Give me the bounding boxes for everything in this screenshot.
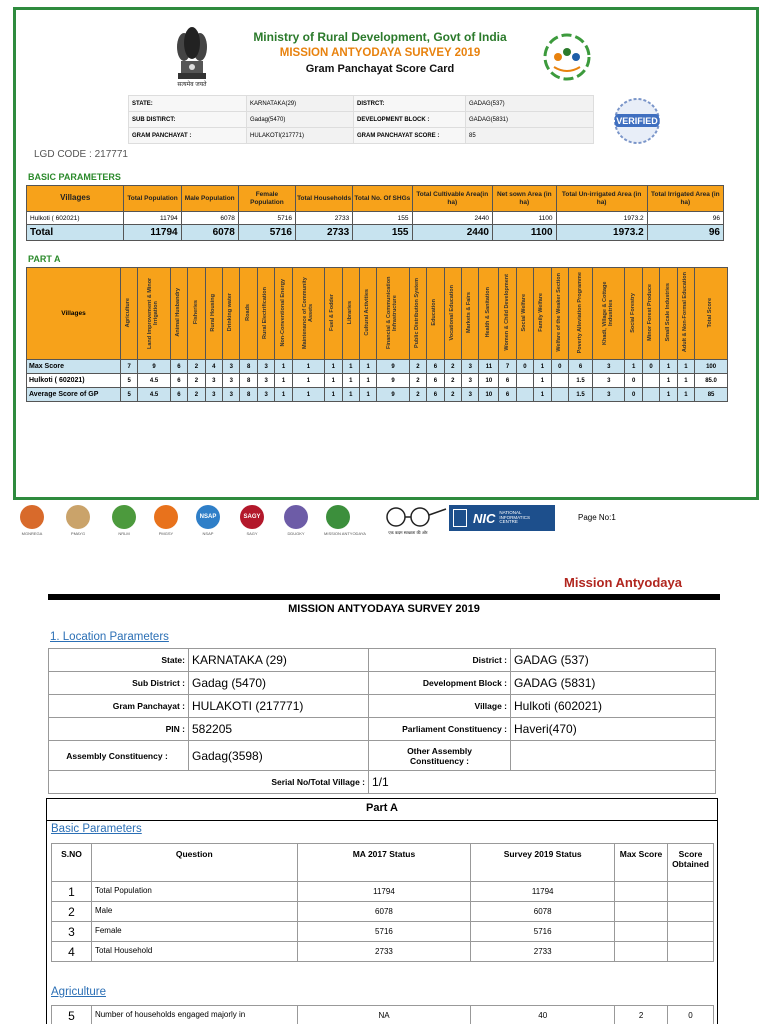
- verified-label: VERIFIED: [616, 116, 658, 126]
- table-cell: 1: [342, 374, 359, 388]
- table-cell: 6: [499, 374, 516, 388]
- table-cell: 1: [325, 360, 342, 374]
- table-cell: [516, 374, 533, 388]
- agriculture-subtitle: Agriculture: [51, 986, 106, 998]
- column-header: Total Population: [124, 186, 181, 212]
- table-cell: 11794: [297, 882, 471, 902]
- column-header: Education: [427, 268, 444, 360]
- table-cell: Number of households engaged majorly in: [91, 1006, 297, 1024]
- scheme-logo: [324, 505, 366, 541]
- table-cell: 2: [615, 1006, 668, 1024]
- table-cell: 1: [660, 360, 677, 374]
- table-cell: 2733: [297, 942, 471, 962]
- column-header: Fisheries: [188, 268, 205, 360]
- scheme-logo-caption: SAGY: [246, 531, 258, 536]
- scheme-logo-icon: NSAP: [196, 505, 220, 529]
- table-cell: 1: [359, 360, 376, 374]
- table-row: PIN : 582205 Parliament Constituency : Haveri(470): [49, 718, 716, 741]
- scheme-logo-caption: MGNREGA: [21, 531, 43, 536]
- table-cell: 3: [593, 388, 625, 402]
- table-cell: 1: [359, 388, 376, 402]
- table-cell: 1100: [493, 225, 557, 241]
- table-cell: 0: [551, 360, 568, 374]
- table-cell: 2: [444, 360, 461, 374]
- table-cell: 10: [479, 374, 499, 388]
- scheme-logo-icon: [154, 505, 178, 529]
- table-cell: 0: [625, 374, 642, 388]
- column-header: Women & Child Development: [499, 268, 516, 360]
- table-cell: 0: [516, 360, 533, 374]
- table-cell: 11: [479, 360, 499, 374]
- table-cell: 85: [695, 388, 728, 402]
- column-header: Total Households: [296, 186, 353, 212]
- table-cell: [667, 882, 713, 902]
- table-cell: 9: [377, 388, 409, 402]
- scheme-logo-caption: NRLM: [118, 531, 130, 536]
- table-row: State: KARNATAKA (29) District : GADAG (537): [49, 649, 716, 672]
- table-cell: 2: [188, 374, 205, 388]
- column-header: Male Population: [181, 186, 238, 212]
- table-header-row: [52, 844, 714, 882]
- table-cell: 6078: [181, 212, 238, 225]
- table-cell: 1: [677, 360, 694, 374]
- swachh-caption: एक कदम स्वच्छता की ओर: [388, 530, 428, 535]
- table-row: STATE: KARNATAKA(29) DISTRCT: GADAG(537): [129, 96, 594, 112]
- table-cell: 10: [479, 388, 499, 402]
- table-cell: 3: [257, 388, 274, 402]
- table-cell: 155: [353, 212, 412, 225]
- table-cell: [615, 922, 668, 942]
- table-cell: 100: [695, 360, 728, 374]
- table-cell: 2440: [412, 212, 493, 225]
- table-row: SUB DISTIRCT: Gadag(5470) DEVELOPMENT BLOCK : GADAG(5831): [129, 112, 594, 128]
- table-cell: 8: [240, 388, 257, 402]
- column-header: Score Obtained: [667, 844, 713, 882]
- table-cell: 40: [471, 1006, 615, 1024]
- mission-antyodaya-brand: Mission Antyodaya: [564, 575, 682, 590]
- column-header: MA 2017 Status: [297, 844, 471, 882]
- table-cell: 1: [534, 374, 551, 388]
- page-number: Page No:1: [578, 513, 616, 522]
- table-cell: 1: [275, 388, 292, 402]
- table-cell: 0: [668, 1006, 714, 1024]
- table-row: [27, 388, 728, 402]
- table-cell: [667, 922, 713, 942]
- scheme-logo-icon: [112, 505, 136, 529]
- table-row: [27, 360, 728, 374]
- table-cell: 1: [677, 388, 694, 402]
- table-cell: 1: [534, 388, 551, 402]
- column-header: Non-Conventional Energy: [275, 268, 292, 360]
- scheme-logo: [194, 505, 222, 541]
- column-header: Drinking water: [223, 268, 240, 360]
- scheme-logo-icon: [326, 505, 350, 529]
- table-cell: 5: [121, 388, 138, 402]
- scheme-logo-icon: [284, 505, 308, 529]
- scheme-logo-caption: PMAYG: [70, 531, 86, 536]
- table-cell: 6078: [297, 902, 471, 922]
- table-cell: 3: [205, 388, 222, 402]
- table-cell: 1: [677, 374, 694, 388]
- table-cell: 5716: [471, 922, 615, 942]
- agriculture-questions: [51, 1005, 714, 1024]
- scheme-logo-caption: PMGSY: [158, 531, 174, 536]
- table-cell: 9: [377, 360, 409, 374]
- column-header: Rural Housing: [205, 268, 222, 360]
- score-card: [13, 7, 759, 500]
- table-cell: 6: [427, 388, 444, 402]
- table-cell: 1: [342, 360, 359, 374]
- column-header: Social Welfare: [516, 268, 533, 360]
- table-cell: 1.5: [569, 388, 593, 402]
- table-cell: [516, 388, 533, 402]
- column-header: Health & Sanitation: [479, 268, 499, 360]
- table-row: [52, 942, 714, 962]
- table-cell: 3: [462, 360, 479, 374]
- table-cell: 85.0: [695, 374, 728, 388]
- location-parameters-table: [48, 648, 716, 794]
- table-cell: 2733: [471, 942, 615, 962]
- column-header: S.NO: [52, 844, 92, 882]
- table-cell: Max Score: [27, 360, 121, 374]
- table-row: [52, 1006, 714, 1024]
- table-row: GRAM PANCHAYAT : HULAKOTI(217771) GRAM PANCHAYAT SCORE : 85: [129, 128, 594, 144]
- column-header: Female Population: [238, 186, 295, 212]
- table-row: Sub District : Gadag (5470) Development Block : GADAG (5831): [49, 672, 716, 695]
- column-header: Rural Electrification: [257, 268, 274, 360]
- table-cell: Hulkoti ( 602021): [27, 374, 121, 388]
- table-cell: 3: [223, 388, 240, 402]
- card-title: Gram Panchayat Score Card: [305, 63, 455, 75]
- scheme-logo: [282, 505, 310, 541]
- table-cell: 1: [359, 374, 376, 388]
- part-a-section: [46, 798, 718, 1024]
- table-cell: 3: [205, 374, 222, 388]
- table-cell: 2733: [296, 212, 353, 225]
- table-cell: [551, 388, 568, 402]
- table-cell: 0: [625, 388, 642, 402]
- gp-info-table: [128, 95, 594, 144]
- table-cell: 5: [121, 374, 138, 388]
- ministry-title: Ministry of Rural Development, Govt of India: [253, 30, 507, 44]
- scheme-logo-caption: DDUGKY: [287, 531, 305, 536]
- table-cell: 6078: [471, 902, 615, 922]
- table-cell: 1: [625, 360, 642, 374]
- table-cell: 2733: [296, 225, 353, 241]
- header-divider: [48, 594, 720, 600]
- table-cell: 1973.2: [556, 225, 647, 241]
- table-cell: 1: [534, 360, 551, 374]
- column-header: Vocational Education: [444, 268, 461, 360]
- table-cell: [667, 942, 713, 962]
- table-row: [52, 902, 714, 922]
- column-header: Total Un-irrigated Area (in ha): [556, 186, 647, 212]
- table-cell: 6: [427, 360, 444, 374]
- column-header: Roads: [240, 268, 257, 360]
- table-header-row: [27, 268, 728, 360]
- scheme-logo: [152, 505, 180, 541]
- column-header: Survey 2019 Status: [471, 844, 615, 882]
- card-header: [215, 30, 545, 75]
- table-cell: 11794: [124, 212, 181, 225]
- table-header-row: [27, 186, 724, 212]
- table-cell: 1: [342, 388, 359, 402]
- table-cell: 1100: [493, 212, 557, 225]
- table-cell: 4: [52, 942, 92, 962]
- basic-parameters-title: BASIC PARAMETERS: [28, 172, 121, 182]
- scheme-logo-caption: NSAP: [202, 531, 214, 536]
- table-row: [27, 225, 724, 241]
- table-cell: 6: [427, 374, 444, 388]
- table-cell: [551, 374, 568, 388]
- column-header: Total Irrigated Area (in ha): [647, 186, 723, 212]
- table-cell: 3: [52, 922, 92, 942]
- column-header: Poverty Alleviation Programme: [569, 268, 593, 360]
- mission-antyodaya-logo-icon: [540, 27, 594, 87]
- table-cell: 1.5: [569, 374, 593, 388]
- table-cell: 3: [593, 360, 625, 374]
- column-header: Villages: [27, 186, 124, 212]
- location-parameters-title: 1. Location Parameters: [50, 631, 169, 643]
- table-cell: 2: [188, 388, 205, 402]
- table-cell: 3: [462, 374, 479, 388]
- table-cell: 3: [223, 360, 240, 374]
- part-a-heading: Part A: [366, 802, 398, 814]
- column-header: Small Scale Industries: [660, 268, 677, 360]
- table-cell: 8: [240, 374, 257, 388]
- table-cell: 4: [205, 360, 222, 374]
- table-cell: 2: [52, 902, 92, 922]
- scheme-logo-icon: [20, 505, 44, 529]
- basic-parameters-subtitle: Basic Parameters: [51, 823, 142, 835]
- table-cell: 1: [325, 374, 342, 388]
- column-header: Animal Husbandry: [170, 268, 187, 360]
- scheme-logo-strip: [18, 505, 758, 541]
- table-cell: 3: [223, 374, 240, 388]
- table-cell: 6: [170, 360, 187, 374]
- table-cell: 1: [292, 360, 324, 374]
- table-cell: Male: [91, 902, 297, 922]
- table-cell: 11794: [124, 225, 181, 241]
- swachh-bharat-glasses-icon: [374, 505, 456, 537]
- part-a-title: PART A: [28, 254, 61, 264]
- table-cell: 8: [240, 360, 257, 374]
- table-cell: 96: [647, 225, 723, 241]
- table-cell: 2: [409, 374, 426, 388]
- table-cell: 2: [409, 388, 426, 402]
- table-cell: 1: [292, 388, 324, 402]
- table-cell: 4.5: [138, 388, 170, 402]
- verified-stamp-icon: [609, 96, 665, 146]
- table-cell: NA: [297, 1006, 471, 1024]
- table-cell: 5716: [297, 922, 471, 942]
- column-header: Adult & Non-Formal Education: [677, 268, 694, 360]
- scheme-logo: [110, 505, 138, 541]
- column-header: Fuel & Fodder: [325, 268, 342, 360]
- column-header: Total No. Of SHGs: [353, 186, 412, 212]
- table-cell: 1: [275, 374, 292, 388]
- table-cell: 2440: [412, 225, 493, 241]
- emblem-icon: [453, 509, 467, 527]
- table-cell: 1: [275, 360, 292, 374]
- table-cell: 1: [660, 388, 677, 402]
- table-cell: 3: [593, 374, 625, 388]
- column-header: Minor Forest Produce: [642, 268, 659, 360]
- table-cell: 4.5: [138, 374, 170, 388]
- lgd-code: LGD CODE : 217771: [34, 149, 128, 160]
- table-cell: 7: [499, 360, 516, 374]
- column-header: Villages: [27, 268, 121, 360]
- column-header: Maintenance of Community Assets: [292, 268, 324, 360]
- column-header: Total Score: [695, 268, 728, 360]
- scheme-logo-caption: MISSION ANTYODAYA: [324, 531, 366, 536]
- table-cell: [667, 902, 713, 922]
- table-cell: 0: [642, 360, 659, 374]
- survey-title: MISSION ANTYODAYA SURVEY 2019: [279, 47, 481, 59]
- emblem-caption: सत्यमेव जयते: [177, 82, 207, 88]
- table-cell: Hulkoti ( 602021): [27, 212, 124, 225]
- table-cell: [615, 942, 668, 962]
- table-row: [52, 882, 714, 902]
- table-cell: 3: [257, 374, 274, 388]
- table-cell: 5716: [238, 225, 295, 241]
- nic-logo: NIC NATIONAL INFORMATICS CENTRE: [449, 505, 555, 531]
- gp-score: 85: [466, 128, 594, 144]
- nic-label: NIC: [473, 510, 496, 526]
- table-cell: 2: [409, 360, 426, 374]
- basic-parameters-questions: [51, 843, 714, 962]
- column-header: Financial & Communication Infrastructure: [377, 268, 409, 360]
- table-cell: 6: [569, 360, 593, 374]
- basic-parameters-table: [26, 185, 724, 241]
- table-cell: 3: [257, 360, 274, 374]
- column-header: Agriculture: [121, 268, 138, 360]
- column-header: Question: [91, 844, 297, 882]
- table-cell: 7: [121, 360, 138, 374]
- table-cell: Total Household: [91, 942, 297, 962]
- column-header: Social Forestry: [625, 268, 642, 360]
- column-header: Family Welfare: [534, 268, 551, 360]
- table-cell: 6: [170, 388, 187, 402]
- table-cell: 1: [52, 882, 92, 902]
- table-cell: 3: [462, 388, 479, 402]
- table-cell: 1: [292, 374, 324, 388]
- table-cell: 1973.2: [556, 212, 647, 225]
- column-header: Land Improvement & Minor Irrigation: [138, 268, 170, 360]
- table-cell: 11794: [471, 882, 615, 902]
- table-cell: 6: [499, 388, 516, 402]
- table-row: Serial No/Total Village : 1/1: [49, 771, 716, 794]
- column-header: Khadi, Village & Cottage Industries: [593, 268, 625, 360]
- table-cell: Total Population: [91, 882, 297, 902]
- table-cell: 5: [52, 1006, 92, 1024]
- part-a-score-table: [26, 267, 728, 402]
- table-cell: [615, 902, 668, 922]
- column-header: Markets & Fairs: [462, 268, 479, 360]
- table-cell: 6: [170, 374, 187, 388]
- table-cell: [642, 374, 659, 388]
- table-cell: 155: [353, 225, 412, 241]
- table-cell: 2: [188, 360, 205, 374]
- column-header: Welfare of the Weaker Section: [551, 268, 568, 360]
- table-row: [27, 212, 724, 225]
- table-cell: [642, 388, 659, 402]
- scheme-logo: [238, 505, 266, 541]
- table-cell: 2: [444, 388, 461, 402]
- table-cell: 5716: [238, 212, 295, 225]
- table-cell: 6078: [181, 225, 238, 241]
- table-row: [52, 922, 714, 942]
- table-row: Gram Panchayat : HULAKOTI (217771) Village : Hulkoti (602021): [49, 695, 716, 718]
- column-header: Net sown Area (in ha): [493, 186, 557, 212]
- scheme-logo: [18, 505, 46, 541]
- table-cell: 9: [377, 374, 409, 388]
- survey-page-title: MISSION ANTYODAYA SURVEY 2019: [288, 603, 480, 615]
- column-header: Public Distribution System: [409, 268, 426, 360]
- column-header: Max Score: [615, 844, 668, 882]
- scheme-logo-icon: [66, 505, 90, 529]
- column-header: Libraries: [342, 268, 359, 360]
- table-cell: [615, 882, 668, 902]
- table-cell: 96: [647, 212, 723, 225]
- table-row: [27, 374, 728, 388]
- table-cell: Total: [27, 225, 124, 241]
- table-cell: 2: [444, 374, 461, 388]
- table-row: Assembly Constituency : Gadag(3598) Other Assembly Constituency :: [49, 741, 716, 771]
- table-cell: 1: [325, 388, 342, 402]
- scheme-logo-icon: SAGY: [240, 505, 264, 529]
- column-header: Cultural Activities: [359, 268, 376, 360]
- table-cell: 1: [660, 374, 677, 388]
- table-cell: Female: [91, 922, 297, 942]
- scheme-logo: [64, 505, 92, 541]
- table-cell: 9: [138, 360, 170, 374]
- table-cell: Average Score of GP: [27, 388, 121, 402]
- column-header: Total Cultivable Area(in ha): [412, 186, 493, 212]
